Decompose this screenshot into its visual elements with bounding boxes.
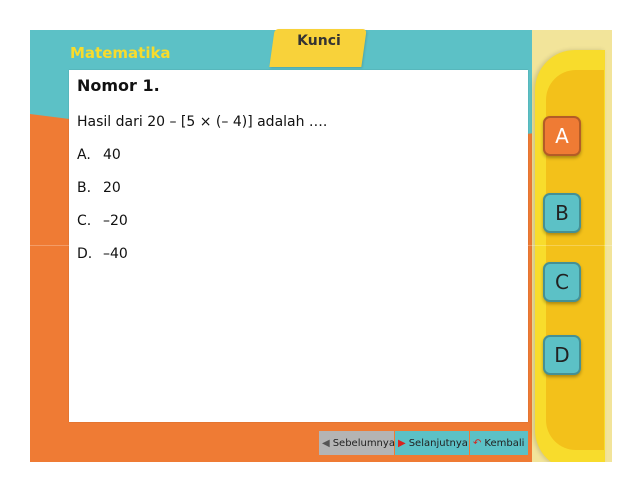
arrow-right-icon: ▶ bbox=[398, 437, 406, 449]
option-value: 40 bbox=[103, 147, 121, 163]
option-c bbox=[77, 213, 128, 229]
answer-a-button[interactable]: A bbox=[543, 116, 581, 156]
back-button[interactable] bbox=[470, 431, 528, 455]
divider-line bbox=[0, 245, 638, 246]
back-label: Kembali bbox=[484, 437, 525, 449]
question-text: Hasil dari 20 – [5 × (– 4)] adalah …. bbox=[77, 114, 328, 130]
answer-c-button[interactable]: C bbox=[543, 262, 581, 302]
answer-d-button[interactable]: D bbox=[543, 335, 581, 375]
option-d bbox=[77, 246, 128, 262]
option-a bbox=[77, 147, 121, 163]
question-card bbox=[69, 70, 528, 422]
answer-b-button[interactable]: B bbox=[543, 193, 581, 233]
option-value: –40 bbox=[103, 246, 128, 262]
previous-button[interactable] bbox=[319, 431, 394, 455]
previous-label: Sebelumnya bbox=[332, 437, 395, 449]
key-tab-button[interactable] bbox=[269, 29, 366, 67]
option-letter: D. bbox=[77, 246, 93, 262]
option-letter: A. bbox=[77, 147, 91, 163]
option-letter: B. bbox=[77, 180, 92, 196]
option-value: 20 bbox=[103, 180, 121, 196]
question-number: Nomor 1. bbox=[77, 76, 160, 95]
subject-title: Matematika bbox=[70, 44, 171, 62]
next-button[interactable] bbox=[395, 431, 469, 455]
arrow-left-icon: ◀ bbox=[322, 437, 330, 449]
option-value: –20 bbox=[103, 213, 128, 229]
return-arrow-icon: ↶ bbox=[473, 437, 482, 449]
option-letter: C. bbox=[77, 213, 92, 229]
next-label: Selanjutnya bbox=[408, 437, 468, 449]
option-b bbox=[77, 180, 121, 196]
key-tab-label: Kunci bbox=[297, 33, 341, 49]
